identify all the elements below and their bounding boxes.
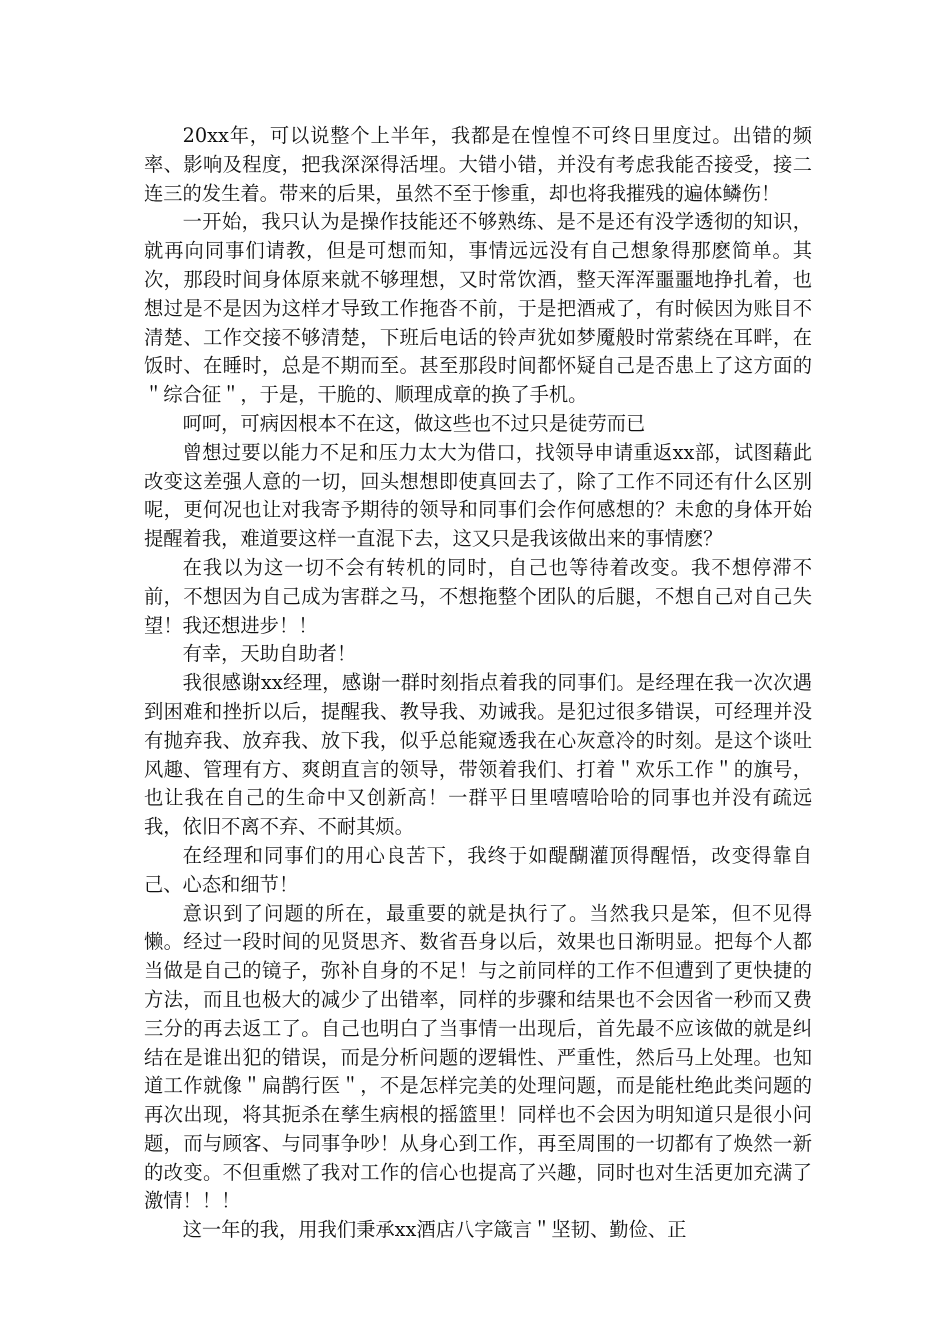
paragraph-5: 在我以为这一切不会有转机的同时，自己也等待着改变。我不想停滞不前，不想因为自己成为害群之马，不想拖整个团队的后腿，不想自己对自己失望！我还想进步！！ [144,555,812,637]
paragraph-10: 这一年的我，用我们秉承xx酒店八字箴言＂坚韧、勤俭、正 [182,1218,687,1242]
document-body [144,122,812,1245]
paragraph-6: 有幸，天助自助者！ [182,642,357,666]
paragraph-2: 一开始，我只认为是操作技能还不够熟练、是不是还有没学透彻的知识，就再向同事们请教，但是可想而知，事情远远没有自己想象得那麽简单。其次，那段时间身体原来就不够理想，又时常饮酒，整天浑浑噩噩地挣扎着，也想过是不是因为这样才导致工作拖沓不前，于是把酒戒了，有时候因为账目不清楚、工作交接不够清楚，下班后电话的铃声犹如梦魇般时常萦绕在耳畔，在饭时、在睡时，总是不期而至。甚至那段时间都怀疑自己是否患上了这方面的＂综合征＂，于是，干脆的、顺理成章的换了手机。 [144,210,812,407]
paragraph-1: 20xx年，可以说整个上半年，我都是在惶惶不可终日里度过。出错的频率、影响及程度，把我深深得活埋。大错小错，并没有考虑我能否接受，接二连三的发生着。带来的后果，虽然不至于惨重，却也将我摧残的遍体鳞伤！ [144,124,812,205]
paragraph-8: 在经理和同事们的用心良苦下，我终于如醍醐灌顶得醒悟，改变得靠自己、心态和细节！ [144,843,812,896]
paragraph-9: 意识到了问题的所在，最重要的就是执行了。当然我只是笨，但不见得懒。经过一段时间的见贤思齐、数省吾身以后，效果也日渐明显。把每个人都当做是自己的镜子，弥补自身的不足！与之前同样的工作不但遭到了更快捷的方法，而且也极大的减少了出错率，同样的步骤和结果也不会因省一秒而又费三分的再去返工了。自己也明白了当事情一出现后，首先最不应该做的就是纠结在是谁出犯的错误，而是分析问题的逻辑性、严重性，然后马上处理。也知道工作就像＂扁鹊行医＂，不是怎样完美的处理问题，而是能杜绝此类问题的再次出现，将其扼杀在孳生病根的摇篮里！同样也不会因为明知道只是很小问题，而与顾客、与同事争吵！从身心到工作，再至周围的一切都有了焕然一新的改变。不但重燃了我对工作的信心也提高了兴趣，同时也对生活更加充满了激情！！！ [144,901,812,1213]
paragraph-4: 曾想过要以能力不足和压力太大为借口，找领导申请重返xx部，试图藉此改变这差强人意的一切，回头想想即使真回去了，除了工作不同还有什么区别呢，更何况也让对我寄予期待的领导和同事们会作何感想的？未愈的身体开始提醒着我，难道要这样一直混下去，这又只是我该做出来的事情麽？ [144,440,812,551]
paragraph-7: 我很感谢xx经理，感谢一群时刻指点着我的同事们。是经理在我一次次遇到困难和挫折以后，提醒我、教导我、劝诫我。是犯过很多错误，可经理并没有抛弃我、放弃我、放下我，似乎总能窥透我在心灰意冷的时刻。是这个谈吐风趣、管理有方、爽朗直言的领导，带领着我们、打着＂欢乐工作＂的旗号，也让我在自己的生命中又创新高！一群平日里嘻嘻哈哈的同事也并没有疏远我，依旧不离不弃、不耐其烦。 [144,671,812,839]
paragraph-3: 呵呵，可病因根本不在这，做这些也不过只是徒劳而已 [182,411,646,435]
